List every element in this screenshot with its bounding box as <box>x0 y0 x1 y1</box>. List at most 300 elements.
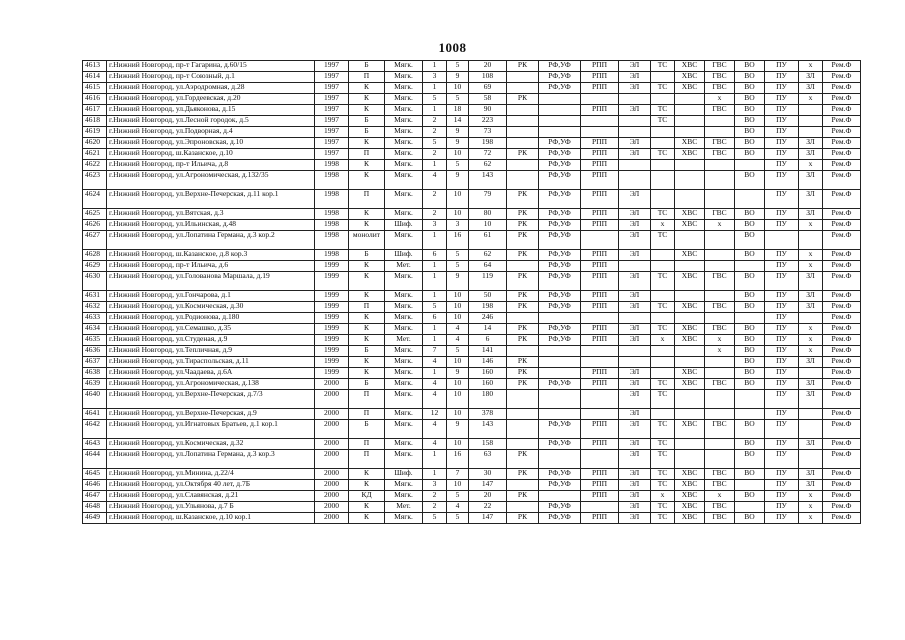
pu-cell: ПУ <box>765 83 799 94</box>
hvs-cell: ХВС <box>675 149 705 160</box>
row-number-cell: 4618 <box>83 116 107 127</box>
floors-cell: 5 <box>447 491 469 502</box>
rk-cell: РК <box>507 335 539 346</box>
table-row <box>83 94 861 105</box>
wall-type-cell: К <box>349 261 385 272</box>
pu-cell: ПУ <box>765 250 799 261</box>
ts-cell <box>651 94 675 105</box>
roof-type-cell: Мет. <box>385 335 423 346</box>
el-cell: ЭЛ <box>619 209 651 220</box>
zl-cell: ЗЛ <box>799 209 823 220</box>
year-cell: 1998 <box>315 160 349 171</box>
gvs-cell <box>705 250 735 261</box>
pu-cell: ПУ <box>765 171 799 190</box>
vo-cell: ВО <box>735 368 765 379</box>
row-number-cell: 4627 <box>83 231 107 250</box>
el-cell <box>619 171 651 190</box>
rf-uf-cell: РФ,УФ <box>539 209 581 220</box>
year-cell: 1997 <box>315 149 349 160</box>
apartments-cell: 158 <box>469 439 507 450</box>
wall-type-cell: К <box>349 105 385 116</box>
hvs-cell: ХВС <box>675 272 705 291</box>
page-number: 1008 <box>438 40 467 55</box>
ts-cell: ТС <box>651 209 675 220</box>
apartments-cell: 198 <box>469 302 507 313</box>
entrances-cell: 1 <box>423 83 447 94</box>
pu-cell: ПУ <box>765 439 799 450</box>
year-cell: 1997 <box>315 105 349 116</box>
el-cell: ЭЛ <box>619 61 651 72</box>
zl-cell: ЗЛ <box>799 171 823 190</box>
vo-cell: ВО <box>735 379 765 390</box>
floors-cell: 3 <box>447 220 469 231</box>
rf-uf-cell <box>539 450 581 469</box>
gvs-cell <box>705 439 735 450</box>
ts-cell: ТС <box>651 116 675 127</box>
address-cell: г.Нижний Новгород, ул.Тираспольская, д.11 <box>107 357 315 368</box>
rk-cell <box>507 83 539 94</box>
rpp-cell <box>581 94 619 105</box>
rk-cell <box>507 171 539 190</box>
gvs-cell <box>705 450 735 469</box>
zl-cell: ЗЛ <box>799 379 823 390</box>
floors-cell: 5 <box>447 513 469 524</box>
rem-fund-cell: Рем.Ф <box>823 261 861 272</box>
rem-fund-cell: Рем.Ф <box>823 209 861 220</box>
rpp-cell <box>581 231 619 250</box>
zl-cell: ЗЛ <box>799 149 823 160</box>
rk-cell: РК <box>507 190 539 209</box>
row-number-cell: 4645 <box>83 469 107 480</box>
rf-uf-cell: РФ,УФ <box>539 272 581 291</box>
rpp-cell <box>581 390 619 409</box>
roof-type-cell: Мягк. <box>385 72 423 83</box>
zl-cell: х <box>799 61 823 72</box>
rf-uf-cell <box>539 313 581 324</box>
rpp-cell: РПП <box>581 261 619 272</box>
apartments-cell: 378 <box>469 409 507 420</box>
rpp-cell: РПП <box>581 190 619 209</box>
rem-fund-cell: Рем.Ф <box>823 439 861 450</box>
row-number-cell: 4634 <box>83 324 107 335</box>
rk-cell <box>507 116 539 127</box>
wall-type-cell: К <box>349 368 385 379</box>
roof-type-cell: Шиф. <box>385 469 423 480</box>
entrances-cell: 4 <box>423 420 447 439</box>
hvs-cell <box>675 450 705 469</box>
row-number-cell: 4629 <box>83 261 107 272</box>
floors-cell: 9 <box>447 72 469 83</box>
row-number-cell: 4636 <box>83 346 107 357</box>
floors-cell: 10 <box>447 379 469 390</box>
apartments-cell: 119 <box>469 272 507 291</box>
hvs-cell: ХВС <box>675 368 705 379</box>
roof-type-cell: Мягк. <box>385 450 423 469</box>
pu-cell: ПУ <box>765 149 799 160</box>
rpp-cell: РПП <box>581 302 619 313</box>
gvs-cell: х <box>705 346 735 357</box>
rpp-cell: РПП <box>581 439 619 450</box>
roof-type-cell: Мягк. <box>385 149 423 160</box>
hvs-cell: ХВС <box>675 72 705 83</box>
hvs-cell: ХВС <box>675 420 705 439</box>
address-cell: г.Нижний Новгород, ул.Верхне-Печерская, д.7/3 <box>107 390 315 409</box>
zl-cell: х <box>799 160 823 171</box>
rpp-cell: РПП <box>581 379 619 390</box>
floors-cell: 16 <box>447 450 469 469</box>
wall-type-cell: К <box>349 469 385 480</box>
apartments-cell: 64 <box>469 261 507 272</box>
hvs-cell <box>675 127 705 138</box>
entrances-cell: 1 <box>423 291 447 302</box>
roof-type-cell: Мягк. <box>385 379 423 390</box>
table-row <box>83 439 861 450</box>
housing-register-table <box>82 60 861 524</box>
vo-cell: ВО <box>735 302 765 313</box>
el-cell <box>619 116 651 127</box>
table-row <box>83 409 861 420</box>
floors-cell: 5 <box>447 160 469 171</box>
apartments-cell: 63 <box>469 450 507 469</box>
gvs-cell: ГВС <box>705 72 735 83</box>
rf-uf-cell <box>539 368 581 379</box>
ts-cell: ТС <box>651 149 675 160</box>
year-cell: 1997 <box>315 127 349 138</box>
gvs-cell <box>705 116 735 127</box>
rk-cell <box>507 72 539 83</box>
gvs-cell: ГВС <box>705 105 735 116</box>
el-cell: ЭЛ <box>619 491 651 502</box>
apartments-cell: 50 <box>469 291 507 302</box>
row-number-cell: 4643 <box>83 439 107 450</box>
rpp-cell: РПП <box>581 250 619 261</box>
rpp-cell: РПП <box>581 209 619 220</box>
hvs-cell <box>675 346 705 357</box>
floors-cell: 4 <box>447 335 469 346</box>
address-cell: г.Нижний Новгород, ул.Лесной городок, д.5 <box>107 116 315 127</box>
rk-cell: РК <box>507 513 539 524</box>
table-row <box>83 61 861 72</box>
vo-cell: ВО <box>735 127 765 138</box>
wall-type-cell: КД <box>349 491 385 502</box>
el-cell: ЭЛ <box>619 138 651 149</box>
zl-cell: х <box>799 261 823 272</box>
address-cell: г.Нижний Новгород, пр-т Союзный, д.1 <box>107 72 315 83</box>
hvs-cell <box>675 231 705 250</box>
table-row <box>83 324 861 335</box>
rem-fund-cell: Рем.Ф <box>823 379 861 390</box>
hvs-cell: ХВС <box>675 480 705 491</box>
rpp-cell <box>581 502 619 513</box>
zl-cell: х <box>799 220 823 231</box>
apartments-cell: 73 <box>469 127 507 138</box>
floors-cell: 5 <box>447 94 469 105</box>
hvs-cell: ХВС <box>675 491 705 502</box>
apartments-cell: 180 <box>469 390 507 409</box>
rem-fund-cell: Рем.Ф <box>823 469 861 480</box>
vo-cell: ВО <box>735 357 765 368</box>
entrances-cell: 6 <box>423 313 447 324</box>
gvs-cell <box>705 357 735 368</box>
hvs-cell <box>675 171 705 190</box>
zl-cell: ЗЛ <box>799 72 823 83</box>
rk-cell <box>507 420 539 439</box>
zl-cell: х <box>799 502 823 513</box>
pu-cell: ПУ <box>765 160 799 171</box>
row-number-cell: 4614 <box>83 72 107 83</box>
year-cell: 1997 <box>315 138 349 149</box>
rpp-cell: РПП <box>581 149 619 160</box>
ts-cell: ТС <box>651 379 675 390</box>
roof-type-cell: Мягк. <box>385 61 423 72</box>
hvs-cell <box>675 160 705 171</box>
hvs-cell: ХВС <box>675 250 705 261</box>
table-row <box>83 291 861 302</box>
roof-type-cell: Мягк. <box>385 116 423 127</box>
pu-cell: ПУ <box>765 272 799 291</box>
zl-cell <box>799 313 823 324</box>
address-cell: г.Нижний Новгород, ш.Казанское, д.10 <box>107 149 315 160</box>
pu-cell: ПУ <box>765 127 799 138</box>
zl-cell: х <box>799 491 823 502</box>
row-number-cell: 4613 <box>83 61 107 72</box>
pu-cell: ПУ <box>765 357 799 368</box>
apartments-cell: 79 <box>469 190 507 209</box>
row-number-cell: 4641 <box>83 409 107 420</box>
gvs-cell: ГВС <box>705 272 735 291</box>
rf-uf-cell: РФ,УФ <box>539 302 581 313</box>
vo-cell: ВО <box>735 324 765 335</box>
apartments-cell: 246 <box>469 313 507 324</box>
wall-type-cell: К <box>349 94 385 105</box>
rf-uf-cell: РФ,УФ <box>539 231 581 250</box>
rpp-cell: РПП <box>581 513 619 524</box>
vo-cell: ВО <box>735 335 765 346</box>
ts-cell: х <box>651 491 675 502</box>
rf-uf-cell: РФ,УФ <box>539 469 581 480</box>
zl-cell: х <box>799 346 823 357</box>
gvs-cell <box>705 409 735 420</box>
apartments-cell: 22 <box>469 502 507 513</box>
hvs-cell <box>675 116 705 127</box>
year-cell: 2000 <box>315 439 349 450</box>
wall-type-cell: П <box>349 390 385 409</box>
rem-fund-cell: Рем.Ф <box>823 116 861 127</box>
vo-cell <box>735 502 765 513</box>
zl-cell: х <box>799 513 823 524</box>
zl-cell: ЗЛ <box>799 357 823 368</box>
apartments-cell: 69 <box>469 83 507 94</box>
entrances-cell: 3 <box>423 72 447 83</box>
rem-fund-cell: Рем.Ф <box>823 171 861 190</box>
hvs-cell: ХВС <box>675 335 705 346</box>
wall-type-cell: Б <box>349 346 385 357</box>
year-cell: 1997 <box>315 94 349 105</box>
floors-cell: 5 <box>447 250 469 261</box>
hvs-cell: ХВС <box>675 220 705 231</box>
hvs-cell <box>675 105 705 116</box>
address-cell: г.Нижний Новгород, ул.Чаадаева, д.6А <box>107 368 315 379</box>
wall-type-cell: К <box>349 335 385 346</box>
rem-fund-cell: Рем.Ф <box>823 313 861 324</box>
apartments-cell: 223 <box>469 116 507 127</box>
rf-uf-cell: РФ,УФ <box>539 220 581 231</box>
floors-cell: 10 <box>447 390 469 409</box>
table-row <box>83 127 861 138</box>
ts-cell: х <box>651 220 675 231</box>
rpp-cell: РПП <box>581 72 619 83</box>
hvs-cell <box>675 409 705 420</box>
rem-fund-cell: Рем.Ф <box>823 127 861 138</box>
entrances-cell: 2 <box>423 209 447 220</box>
wall-type-cell: П <box>349 190 385 209</box>
address-cell: г.Нижний Новгород, ул.Голованова Маршала, д.19 <box>107 272 315 291</box>
entrances-cell: 2 <box>423 127 447 138</box>
el-cell: ЭЛ <box>619 190 651 209</box>
table-row <box>83 209 861 220</box>
ts-cell: ТС <box>651 420 675 439</box>
rem-fund-cell: Рем.Ф <box>823 302 861 313</box>
vo-cell: ВО <box>735 250 765 261</box>
el-cell: ЭЛ <box>619 450 651 469</box>
el-cell: ЭЛ <box>619 72 651 83</box>
vo-cell: ВО <box>735 171 765 190</box>
pu-cell: ПУ <box>765 291 799 302</box>
ts-cell: х <box>651 335 675 346</box>
gvs-cell: ГВС <box>705 324 735 335</box>
rpp-cell: РПП <box>581 160 619 171</box>
address-cell: г.Нижний Новгород, ш.Казанское, д.10 кор.1 <box>107 513 315 524</box>
floors-cell: 10 <box>447 209 469 220</box>
year-cell: 1998 <box>315 190 349 209</box>
floors-cell: 7 <box>447 469 469 480</box>
roof-type-cell: Мягк. <box>385 105 423 116</box>
gvs-cell: х <box>705 94 735 105</box>
table-row <box>83 149 861 160</box>
row-number-cell: 4625 <box>83 209 107 220</box>
rf-uf-cell: РФ,УФ <box>539 502 581 513</box>
entrances-cell: 4 <box>423 379 447 390</box>
ts-cell: ТС <box>651 324 675 335</box>
row-number-cell: 4624 <box>83 190 107 209</box>
floors-cell: 10 <box>447 302 469 313</box>
floors-cell: 16 <box>447 231 469 250</box>
rpp-cell: РПП <box>581 220 619 231</box>
entrances-cell: 2 <box>423 116 447 127</box>
entrances-cell: 2 <box>423 149 447 160</box>
hvs-cell <box>675 94 705 105</box>
hvs-cell: ХВС <box>675 469 705 480</box>
year-cell: 2000 <box>315 390 349 409</box>
apartments-cell: 143 <box>469 420 507 439</box>
ts-cell <box>651 291 675 302</box>
entrances-cell: 5 <box>423 94 447 105</box>
floors-cell: 9 <box>447 272 469 291</box>
rpp-cell: РПП <box>581 324 619 335</box>
ts-cell: ТС <box>651 502 675 513</box>
pu-cell: ПУ <box>765 261 799 272</box>
rk-cell: РК <box>507 272 539 291</box>
rk-cell: РК <box>507 368 539 379</box>
rpp-cell <box>581 409 619 420</box>
row-number-cell: 4615 <box>83 83 107 94</box>
ts-cell <box>651 127 675 138</box>
gvs-cell <box>705 127 735 138</box>
table-row <box>83 491 861 502</box>
entrances-cell: 5 <box>423 138 447 149</box>
year-cell: 1999 <box>315 368 349 379</box>
table-row <box>83 220 861 231</box>
pu-cell: ПУ <box>765 302 799 313</box>
wall-type-cell: К <box>349 313 385 324</box>
roof-type-cell: Мягк. <box>385 324 423 335</box>
el-cell: ЭЛ <box>619 83 651 94</box>
wall-type-cell: П <box>349 450 385 469</box>
year-cell: 1999 <box>315 335 349 346</box>
ts-cell <box>651 261 675 272</box>
year-cell: 2000 <box>315 513 349 524</box>
floors-cell: 5 <box>447 61 469 72</box>
ts-cell: ТС <box>651 513 675 524</box>
entrances-cell: 2 <box>423 190 447 209</box>
year-cell: 2000 <box>315 379 349 390</box>
hvs-cell: ХВС <box>675 61 705 72</box>
el-cell <box>619 261 651 272</box>
table-row <box>83 480 861 491</box>
address-cell: г.Нижний Новгород, ул.Космическая, д.32 <box>107 439 315 450</box>
rk-cell: РК <box>507 231 539 250</box>
el-cell <box>619 94 651 105</box>
roof-type-cell: Мягк. <box>385 409 423 420</box>
row-number-cell: 4647 <box>83 491 107 502</box>
ts-cell <box>651 171 675 190</box>
wall-type-cell: П <box>349 149 385 160</box>
floors-cell: 4 <box>447 324 469 335</box>
floors-cell: 10 <box>447 190 469 209</box>
rpp-cell <box>581 313 619 324</box>
rk-cell: РК <box>507 469 539 480</box>
roof-type-cell: Мягк. <box>385 368 423 379</box>
address-cell: г.Нижний Новгород, ул.Дьяконова, д.15 <box>107 105 315 116</box>
apartments-cell: 72 <box>469 149 507 160</box>
table-row <box>83 138 861 149</box>
pu-cell: ПУ <box>765 513 799 524</box>
el-cell: ЭЛ <box>619 390 651 409</box>
address-cell: г.Нижний Новгород, ул.Эпроновская, д.10 <box>107 138 315 149</box>
rem-fund-cell: Рем.Ф <box>823 160 861 171</box>
apartments-cell: 141 <box>469 346 507 357</box>
hvs-cell: ХВС <box>675 302 705 313</box>
el-cell: ЭЛ <box>619 502 651 513</box>
rem-fund-cell: Рем.Ф <box>823 220 861 231</box>
gvs-cell: ГВС <box>705 379 735 390</box>
table-row <box>83 190 861 209</box>
vo-cell: ВО <box>735 83 765 94</box>
row-number-cell: 4646 <box>83 480 107 491</box>
roof-type-cell: Мягк. <box>385 357 423 368</box>
wall-type-cell: П <box>349 409 385 420</box>
gvs-cell: ГВС <box>705 469 735 480</box>
row-number-cell: 4626 <box>83 220 107 231</box>
address-cell: г.Нижний Новгород, пр-т Ильича, д.8 <box>107 160 315 171</box>
ts-cell <box>651 346 675 357</box>
rf-uf-cell <box>539 127 581 138</box>
el-cell: ЭЛ <box>619 291 651 302</box>
address-cell: г.Нижний Новгород, ул.Гордеевская, д.20 <box>107 94 315 105</box>
el-cell: ЭЛ <box>619 250 651 261</box>
el-cell <box>619 346 651 357</box>
entrances-cell: 1 <box>423 335 447 346</box>
